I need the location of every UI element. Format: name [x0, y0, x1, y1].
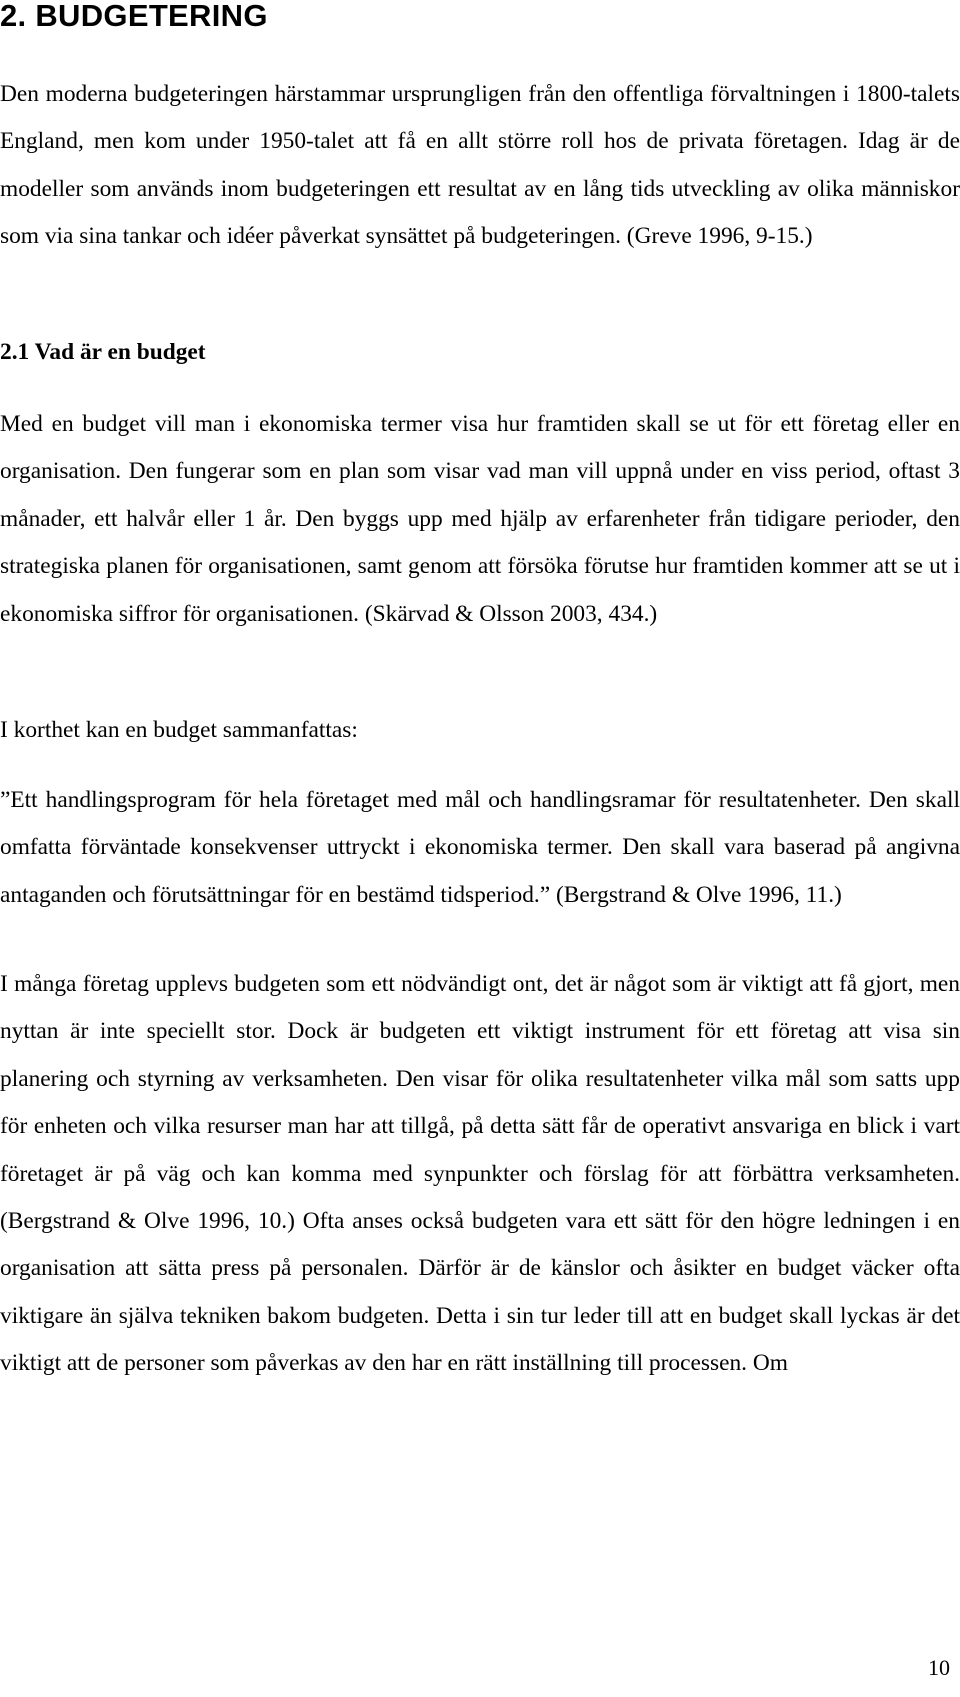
summary-lead-in: I korthet kan en budget sammanfattas:: [0, 717, 358, 743]
budget-role-paragraph: I många företag upplevs budgeten som ett nödvändigt ont, det är något som är viktigt att få gjort, men nyttan är inte speciellt stor. Dock är budgeten ett viktigt instrument för ett företag att visa sin planering och styrning av verksamheten. Den visar för olika resultatenheter vilka mål som satts upp för enheten och vilka resurser man har att tillgå, på detta sätt får de operativt ansvariga en blick i vart företaget är på väg och kan komma med synpunkter och förslag för att förbättra verksamheten. (Bergstrand & Olve 1996, 10.) Ofta anses också budgeten vara ett sätt för den högre ledningen i en organisation att sätta press på personalen. Därför är de känslor och åsikter en budget väcker ofta viktigare än själva tekniken bakom budgeten. Detta i sin tur leder till att en budget skall lyckas är det viktigt att de personer som påverkas av den har en rätt inställning till processen. Om: [0, 971, 960, 1377]
definition-paragraph: Med en budget vill man i ekonomiska termer visa hur framtiden skall se ut för ett företag eller en organisation. Den fungerar som en plan som visar vad man vill uppnå under en viss period, oftast 3 månader, ett halvår eller 1 år. Den byggs upp med hjälp av erfarenheter från tidigare perioder, den strategiska planen för organisationen, samt genom att försöka förutse hur framtiden kommer att se ut i ekonomiska siffror för organisationen. (Skärvad & Olsson 2003, 434.): [0, 411, 960, 627]
chapter-title: 2. BUDGETERING: [0, 0, 268, 33]
section-heading: 2.1 Vad är en budget: [0, 339, 206, 365]
page-number: 10: [928, 1655, 950, 1680]
intro-paragraph: Den moderna budgeteringen härstammar ursprungligen från den offentliga förvaltningen i 1800-talets England, men kom under 1950-talet att få en allt större roll hos de privata företagen. Idag är de modeller som används inom budgeteringen ett resultat av en lång tids utveckling av olika människor som via sina tankar och idéer påverkat synsättet på budgeteringen. (Greve 1996, 9-15.): [0, 81, 960, 250]
definition-quote: ”Ett handlingsprogram för hela företaget med mål och handlingsramar för resultatenheter. Den skall omfatta förväntade konsekvenser uttryckt i ekonomiska termer. Den skall vara baserad på angivna antaganden och förutsättningar för en bestämd tidsperiod.” (Bergstrand & Olve 1996, 11.): [0, 787, 960, 908]
